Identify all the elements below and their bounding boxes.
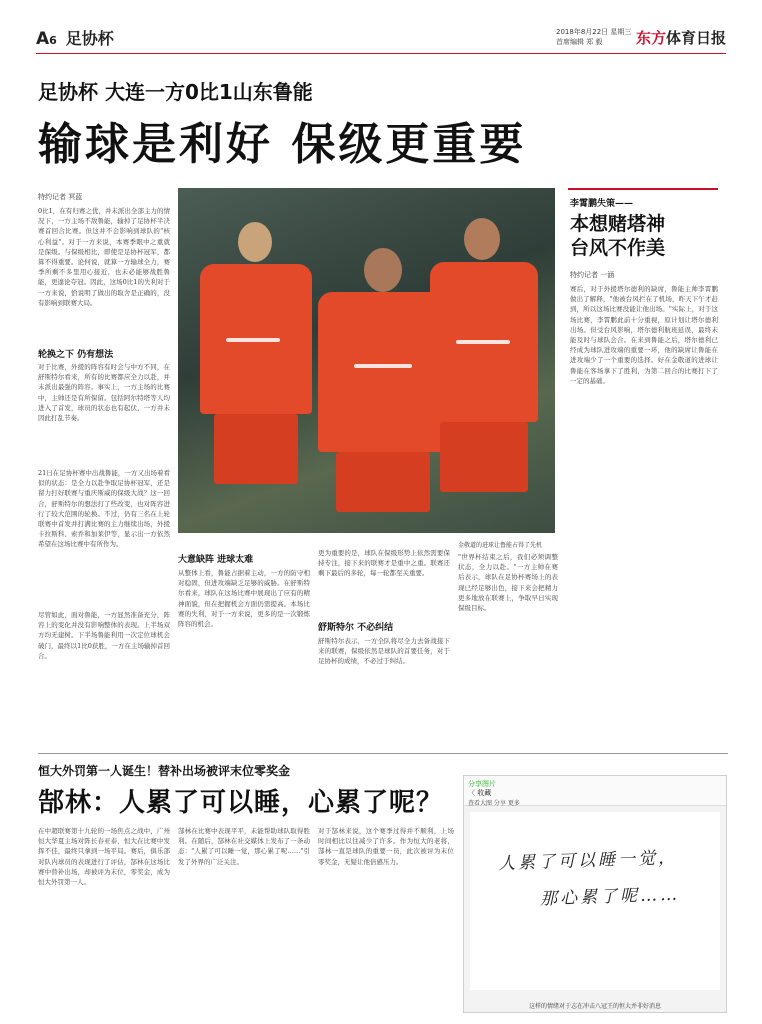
phone-caption: 这样的情绪对于志在冲击八冠王的恒大并非好消息 [528,1003,661,1010]
side-headline-line2: 台风不作美 [570,237,666,259]
bottom-headline: 郜林：人累了可以睡，心累了呢？ [38,788,444,818]
bottom-col2: 郜林在比赛中表现平平，未能帮助球队取得胜利。在随后，郜林在社交媒体上发布了一条动态："人累了可以睡一觉，那心累了呢……"引发了外界的广泛关注。 [178,827,310,866]
main-col4-text: "世界杯结束之后，我们必须调整状态，全力以赴。"一方主帅在赛后表示，球队在足协杯赛场上的表现已经足够出色，接下来会把精力更多地放在联赛上，争取早日实现保级目标。 [458,553,558,613]
shirt-sponsor [226,338,280,342]
phone-menu: 查看大图 分享 更多 [468,800,520,807]
handwritten-note [470,812,720,990]
section-name: 足协杯 [65,29,114,48]
main-col1-para2: 对于比赛，外援的阵容有时会与中方不同，在舒斯特尔看来，所有的比赛都应全力以赴，并未派出最强的阵容。事实上，一方主场的比赛中，主帅还是有所保留。包括阿尔特塔等人均进入了首发，球员的状态也有起伏，一方并未因此打乱节奏。 [38,363,170,423]
main-col2-text: 从整体上看，鲁能占据着主动，一方的防守相对稳固，但进攻端缺乏足够的威胁。在舒斯特尔看来，球队在这场比赛中展现出了应有的精神面貌，但在把握机会方面仍需提高。本场比赛的失利，对于一方来说，更多的是一次锻炼阵容的机会。 [178,569,310,629]
page-tag [36,26,114,49]
main-kicker: 足协杯 大连一方0比1山东鲁能 [38,80,313,104]
main-col3-text2: 舒斯特尔表示，一方全队将尽全力去备战接下来的联赛，保级依然是球队的首要任务，对于足协杯的成绩，不必过于纠结。 [318,637,450,666]
side-byline: 特约记者 一涵 [570,271,615,279]
bottom-col3: 对于郜林来说，这个赛季过得并不顺利，上场时间相比以往减少了许多。作为恒大的老将，郜林一直是球队的重要一员，此次被评为末位零奖金，无疑让他倍感压力。 [318,827,454,866]
shirt-sponsor [354,364,412,368]
date: 2018年8月22日 星期三 [556,28,632,36]
side-kicker: 李霄鹏失策—— [570,199,634,209]
paper-name-red: 东方 [635,29,666,47]
handwriting-line1: 人累了可以睡一觉， [497,847,679,875]
photo-caption: 金敬道的进球让鲁能占得了先机 [458,542,543,549]
side-rule [568,188,718,190]
bottom-kicker: 恒大外罚第一人诞生！替补出场被评末位零奖金 [38,764,291,778]
main-col3-text: 更为重要的是，球队在保级形势上依然需要保持专注，接下来的联赛才是重中之重。联赛还剩下最后的多轮，每一轮都至关重要。 [318,549,450,578]
share-tab: 分享图片 [468,780,496,788]
handwriting-line2: 那心累了呢…… [539,884,681,910]
main-col1-para3: 21日在足协杯赛中出战鲁能，一方又出场着看似的状态：是全力以赴争取足协杯冠军，还是留力打好联赛与重庆斯威的保级大战？这一回合，舒斯特尔的想法打了些改变，也对阵容进行了较大范围的轮换。不过，仍有三名在上轮联赛中首发并打满比赛的主力继续出场，外援卡拉斯科、索乔和加莱伊等，显示出一方依然希望在这场比赛中有所作为。 [38,469,170,549]
date-info [556,27,631,47]
paper-name-black: 体育日报 [665,29,726,47]
main-headline: 输球是利好 保级更重要 [38,119,527,170]
side-text: 赛后，对于外援塔尔德利的缺席，鲁能主帅李霄鹏做出了解释，"他被台风拦在了机场，昨天下午才赶到，所以这场比赛没能让他出场。"实际上，对于这场比赛，李霄鹏此前十分重视，原计划让塔尔德利出场。但受台风影响，塔尔德利航班延误，最终未能及时与球队会合。在来到鲁能之后，塔尔德利已经成为球队进攻端的重要一环，他的缺席让鲁能在进攻端少了一个重要的选择。好在金敬道的进球让鲁能在客场拿下了胜利，为第二回合的比赛打下了一定的基础。 [570,285,718,385]
paper-name [636,27,726,48]
subhead-absence: 大意缺阵 进球太难 [178,555,254,565]
main-col1-para4: 尽管如此，面对鲁能，一方显然准备充分，阵容上的变化并没有影响整体的表现。上半场双方均无建树。下半场鲁能利用一次定位球机会破门，最终以1比0获胜，一方在主场输掉首回合。 [38,611,170,660]
section-divider [38,753,728,754]
subhead-schuster: 舒斯特尔 不必纠结 [318,623,394,633]
side-headline-line1: 本想赌塔神 [570,213,666,235]
shirt-sponsor [456,340,510,344]
match-photo [178,188,555,533]
editors: 首席编辑 郑 毅 [556,38,603,46]
page-number: 6 [49,34,57,47]
social-screenshot [463,775,727,1013]
main-byline: 特约记者 冥蓝 [38,193,83,201]
main-col1-para1: 0比1，在有归赛之优，并未派出全部主力的情况下，一方主场不敌鲁能，输掉了足协杯半决赛首回合比赛。但这并不会影响到球队的"核心利益"。对于一方来说，本赛季眼中之重就是保级。与保级相比，即使是足协杯冠军，都算不得重要。论何说，就算一方输球全力，赛季所剩不多里用心接近，也未必能够战胜鲁能，更遑论夺冠。因此，这场0比1的失利对于一方来说，恰说明了做出的取舍是正确的，没有影响到联赛大局。 [38,207,170,307]
subhead-rotation: 轮换之下 仍有想法 [38,350,114,360]
collect-button: 〈 收藏 [468,789,492,797]
side-headline [570,212,665,260]
page-letter: A [36,29,50,49]
page-header [36,24,726,54]
bottom-col1: 在中超联赛第十九轮的一场焦点之战中，广州恒大华夏主场对阵长春亚泰，恒大在比赛中发挥不佳，最终只拿到一场平局。赛后，俱乐部对队内球员的表现进行了评估，郜林在这场比赛中替补出场，却被评为末位，零奖金，成为恒大外罚第一人。 [38,827,170,887]
phone-toolbar [464,776,726,806]
